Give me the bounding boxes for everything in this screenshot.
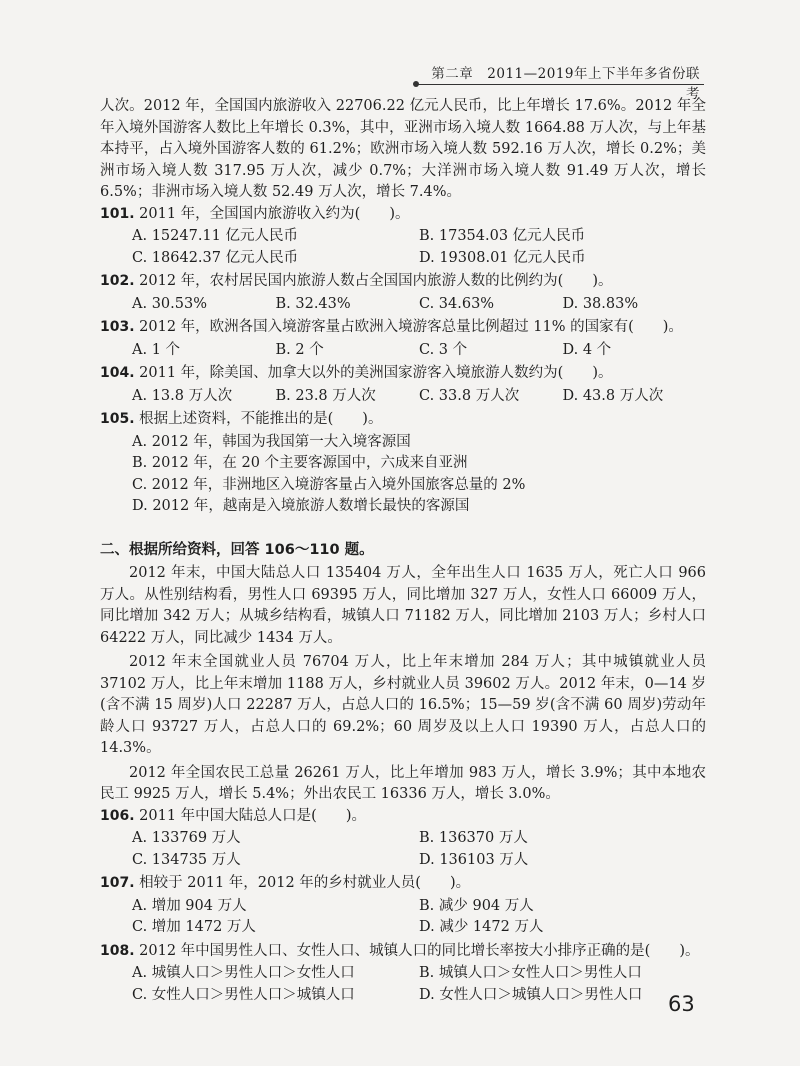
option-a[interactable]: A. 城镇人口＞男性人口＞女性人口 [132, 965, 355, 981]
running-header: 第二章 2011—2019年上下半年多省份联考 [431, 66, 700, 102]
question-stem: 相较于 2011 年，2012 年的乡村就业人员( )。 [139, 875, 471, 891]
option-b[interactable]: B. 32.43% [275, 295, 351, 312]
question-number: 104. [100, 365, 135, 381]
question-102 [100, 271, 706, 293]
options-107 [100, 896, 706, 939]
option-a[interactable]: A. 1 个 [132, 341, 181, 358]
question-stem: 2012 年，欧洲各国入境游客量占欧洲入境游客总量比例超过 11% 的国家有( )。 [139, 319, 683, 335]
option-d[interactable]: D. 女性人口＞城镇人口＞男性人口 [419, 986, 643, 1003]
data-paragraph-2: 2012 年末全国就业人员 76704 万人，比上年末增加 284 万人；其中城镇就业人员 37102 万人，比上年末增加 1188 万人，乡村就业人员 39602 万人。2012 年末，0—14 岁(含不满 15 周岁)人口 22287 万人，占总人口的 16.5%；15—59 岁(含不满 60 周岁)劳动年龄人口 93727 万人，占总人口的 69.2%；60 周岁及以上人口 19390 万人，占总人口的 14.3%。 [100, 654, 706, 756]
option-d[interactable]: D. 2012 年，越南是入境旅游人数增长最快的客源国 [132, 498, 470, 514]
section-title: 二、根据所给资料，回答 106～110 题。 [100, 541, 374, 558]
question-number: 102. [100, 273, 135, 289]
question-104 [100, 363, 706, 385]
option-c[interactable]: C. 女性人口＞男性人口＞城镇人口 [132, 986, 355, 1003]
intro-paragraph: 人次。2012 年，全国国内旅游收入 22706.22 亿元人民币，比上年增长 17.6%。2012 年全年入境外国游客人数比上年增长 0.3%，其中，亚洲市场入境人数 1664.88 万人次，与上年基本持平，占入境外国游客人数的 61.2%；欧洲市场入境人数 592.16 万人次，增长 0.2%；美洲市场入境人数 317.95 万人次，减少 0.7%；大洋洲市场入境人数 91.49 万人次，增长 6.5%；非洲市场入境人数 52.49 万人次，增长 7.4%。 [100, 98, 706, 200]
option-d[interactable]: D. 4 个 [562, 341, 612, 358]
option-b[interactable]: B. 城镇人口＞女性人口＞男性人口 [419, 965, 642, 981]
question-stem: 2011 年，除美国、加拿大以外的美洲国家游客入境旅游人数约为( )。 [139, 365, 613, 381]
option-c[interactable]: C. 3 个 [419, 341, 468, 358]
question-number: 105. [100, 411, 135, 427]
question-106 [100, 806, 706, 828]
option-d[interactable]: D. 43.8 万人次 [562, 387, 664, 404]
option-a[interactable]: A. 2012 年，韩国为我国第一大入境客源国 [132, 433, 411, 450]
option-a[interactable]: A. 133769 万人 [132, 830, 241, 846]
options-105 [100, 432, 706, 518]
options-101 [100, 226, 706, 269]
options-103 [100, 340, 706, 362]
question-101 [100, 204, 706, 226]
option-c[interactable]: C. 134735 万人 [132, 851, 241, 868]
option-a[interactable]: A. 增加 904 万人 [132, 897, 247, 914]
options-106 [100, 828, 706, 871]
data-paragraph-1: 2012 年末，中国大陆总人口 135404 万人，全年出生人口 1635 万人，死亡人口 966 万人。从性别结构看，男性人口 69395 万人，同比增加 327 万人，女性人口 66009 万人，同比增加 342 万人；从城乡结构看，城镇人口 71182 万人，同比增加 2103 万人；乡村人口 64222 万人，同比减少 1434 万人。 [100, 565, 706, 646]
option-c[interactable]: C. 33.8 万人次 [419, 387, 520, 404]
question-stem: 2012 年，农村居民国内旅游人数占全国国内旅游人数的比例约为( )。 [139, 273, 613, 289]
option-b[interactable]: B. 17354.03 亿元人民币 [419, 228, 586, 244]
option-a[interactable]: A. 15247.11 亿元人民币 [132, 228, 298, 244]
question-108 [100, 941, 706, 963]
question-number: 101. [100, 205, 135, 222]
option-d[interactable]: D. 减少 1472 万人 [419, 919, 544, 935]
data-paragraph-3: 2012 年全国农民工总量 26261 万人，比上年增加 983 万人，增长 3.9%；其中本地农民工 9925 万人，增长 5.4%；外出农民工 16336 万人，增长 3.0%。 [100, 764, 706, 802]
page-number: 63 [668, 992, 695, 1016]
question-stem: 2011 年中国大陆总人口是( )。 [139, 807, 366, 824]
question-stem: 2011 年，全国国内旅游收入约为( )。 [139, 205, 410, 222]
option-d[interactable]: D. 136103 万人 [419, 851, 529, 868]
question-107 [100, 873, 706, 895]
options-102 [100, 294, 706, 316]
option-c[interactable]: C. 2012 年，非洲地区入境游客量占入境外国旅客总量的 2% [132, 476, 526, 493]
option-b[interactable]: B. 2012 年，在 20 个主要客源国中，六成来自亚洲 [132, 455, 468, 471]
question-105 [100, 409, 706, 431]
option-d[interactable]: D. 38.83% [562, 295, 639, 312]
options-108 [100, 963, 706, 1006]
header-rule [418, 84, 704, 85]
question-103 [100, 317, 706, 339]
page-content [100, 96, 706, 1008]
option-c[interactable]: C. 增加 1472 万人 [132, 919, 256, 935]
option-b[interactable]: B. 23.8 万人次 [275, 387, 376, 404]
question-stem: 2012 年中国男性人口、女性人口、城镇人口的同比增长率按大小排序正确的是( )。 [139, 942, 700, 959]
question-stem: 根据上述资料，不能推出的是( )。 [139, 411, 383, 427]
question-number: 108. [100, 942, 135, 959]
option-c[interactable]: C. 18642.37 亿元人民币 [132, 249, 299, 266]
option-b[interactable]: B. 减少 904 万人 [419, 897, 534, 914]
option-d[interactable]: D. 19308.01 亿元人民币 [419, 249, 586, 266]
option-a[interactable]: A. 13.8 万人次 [132, 387, 233, 404]
options-104 [100, 386, 706, 408]
option-a[interactable]: A. 30.53% [132, 295, 207, 312]
option-b[interactable]: B. 2 个 [275, 341, 324, 358]
question-number: 103. [100, 319, 135, 335]
question-number: 106. [100, 807, 135, 824]
option-b[interactable]: B. 136370 万人 [419, 830, 528, 846]
option-c[interactable]: C. 34.63% [419, 295, 495, 312]
question-number: 107. [100, 875, 135, 891]
